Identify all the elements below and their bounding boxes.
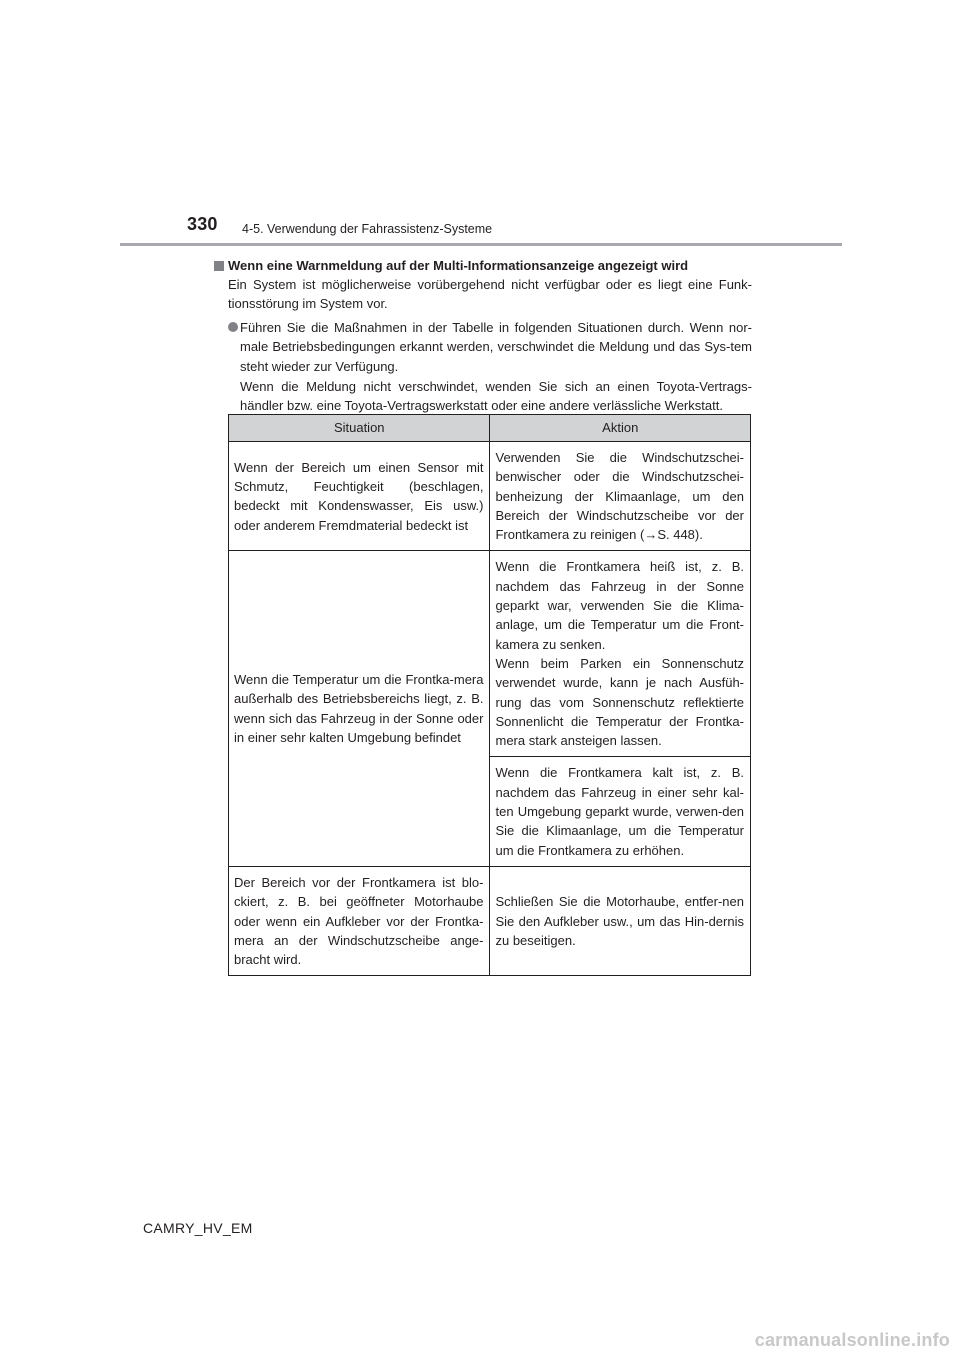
heading — [214, 256, 754, 275]
action-cell: Wenn die Frontkamera kalt ist, z. B. nachdem das Fahrzeug in einer sehr kal-ten Umgebung geparkt wurde, verwen-den Sie die Klimaanlage, um die Temperatur um die Frontkamera zu erhöhen. — [490, 757, 751, 866]
paragraph-contact: Wenn die Meldung nicht verschwindet, wenden Sie sich an einen Toyota-Vertrags-händler bzw. eine Toyota-Vertragswerkstatt oder eine andere verlässliche Werkstatt. — [240, 379, 752, 414]
header-action: Aktion — [490, 415, 751, 442]
footer-code: CAMRY_HV_EM — [143, 1220, 253, 1236]
table-row — [229, 442, 751, 551]
action-hot-text-2: Wenn beim Parken ein Sonnenschutz verwendet wurde, kann je nach Ausfüh-rung das vom Sonnenschutz reflektierte Sonnenlicht die Temperatur der Frontka-mera stark ansteigen lassen. — [495, 655, 744, 749]
round-bullet-icon — [228, 322, 238, 332]
heading-text: Wenn eine Warnmeldung auf der Multi-Informationsanzeige angezeigt wird — [228, 258, 689, 273]
action-hot-text: Wenn die Frontkamera heiß ist, z. B. nachdem das Fahrzeug in der Sonne geparkt war, verwenden Sie die Klima-anlage, um die Temperatur um die Front-kamera zu senken. — [495, 559, 744, 652]
situation-cell: Wenn der Bereich um einen Sensor mit Schmutz, Feuchtigkeit (beschlagen, bedeckt mit Kondenswasser, Eis usw.) oder anderem Fremdmaterial bedeckt ist — [229, 442, 490, 551]
situation-cell: Der Bereich vor der Frontkamera ist blo-ckiert, z. B. bei geöffneter Motorhaube oder wenn ein Aufkleber vor der Frontka-mera an der Windschutzscheibe ange-bracht wird. — [229, 866, 490, 975]
bullet-text: Führen Sie die Maßnahmen in der Tabelle in folgenden Situationen durch. Wenn nor-male Betriebsbedingungen erkannt werden, verschwindet die Meldung und das Sys-tem steht wieder zur Verfügung. — [240, 320, 752, 374]
action-cell: Schließen Sie die Motorhaube, entfer-nen Sie den Aufkleber usw., um das Hin-dernis zu beseitigen. — [490, 866, 751, 975]
paragraph-intro: Ein System ist möglicherweise vorübergehend nicht verfügbar oder es liegt eine Funk-tionsstörung im System vor. — [228, 277, 752, 312]
action-table — [228, 414, 751, 976]
watermark: carmanualsonline.info — [754, 1330, 950, 1350]
action-cell: Verwenden Sie die Windschutzschei-benwischer oder die Windschutzschei-benheizung der Klimaanlage, um den Bereich der Windschutzscheibe vor der Frontkamera zu reinigen (→S. 448). — [490, 442, 751, 551]
header-situation: Situation — [229, 415, 490, 442]
page-number: 330 — [187, 214, 218, 234]
situation-cell: Wenn die Temperatur um die Frontka-mera außerhalb des Betriebsbereichs liegt, z. B. wenn sich das Fahrzeug in der Sonne oder in einer sehr kalten Umgebung befindet — [229, 551, 490, 866]
table-row — [229, 551, 751, 757]
table-row — [229, 866, 751, 975]
header-rule — [120, 243, 842, 246]
square-bullet-icon — [214, 261, 224, 271]
table-header-row — [229, 415, 751, 442]
bullet-item — [228, 318, 752, 376]
section-title: 4-5. Verwendung der Fahrassistenz-Systeme — [242, 222, 493, 236]
action-cell — [490, 551, 751, 757]
